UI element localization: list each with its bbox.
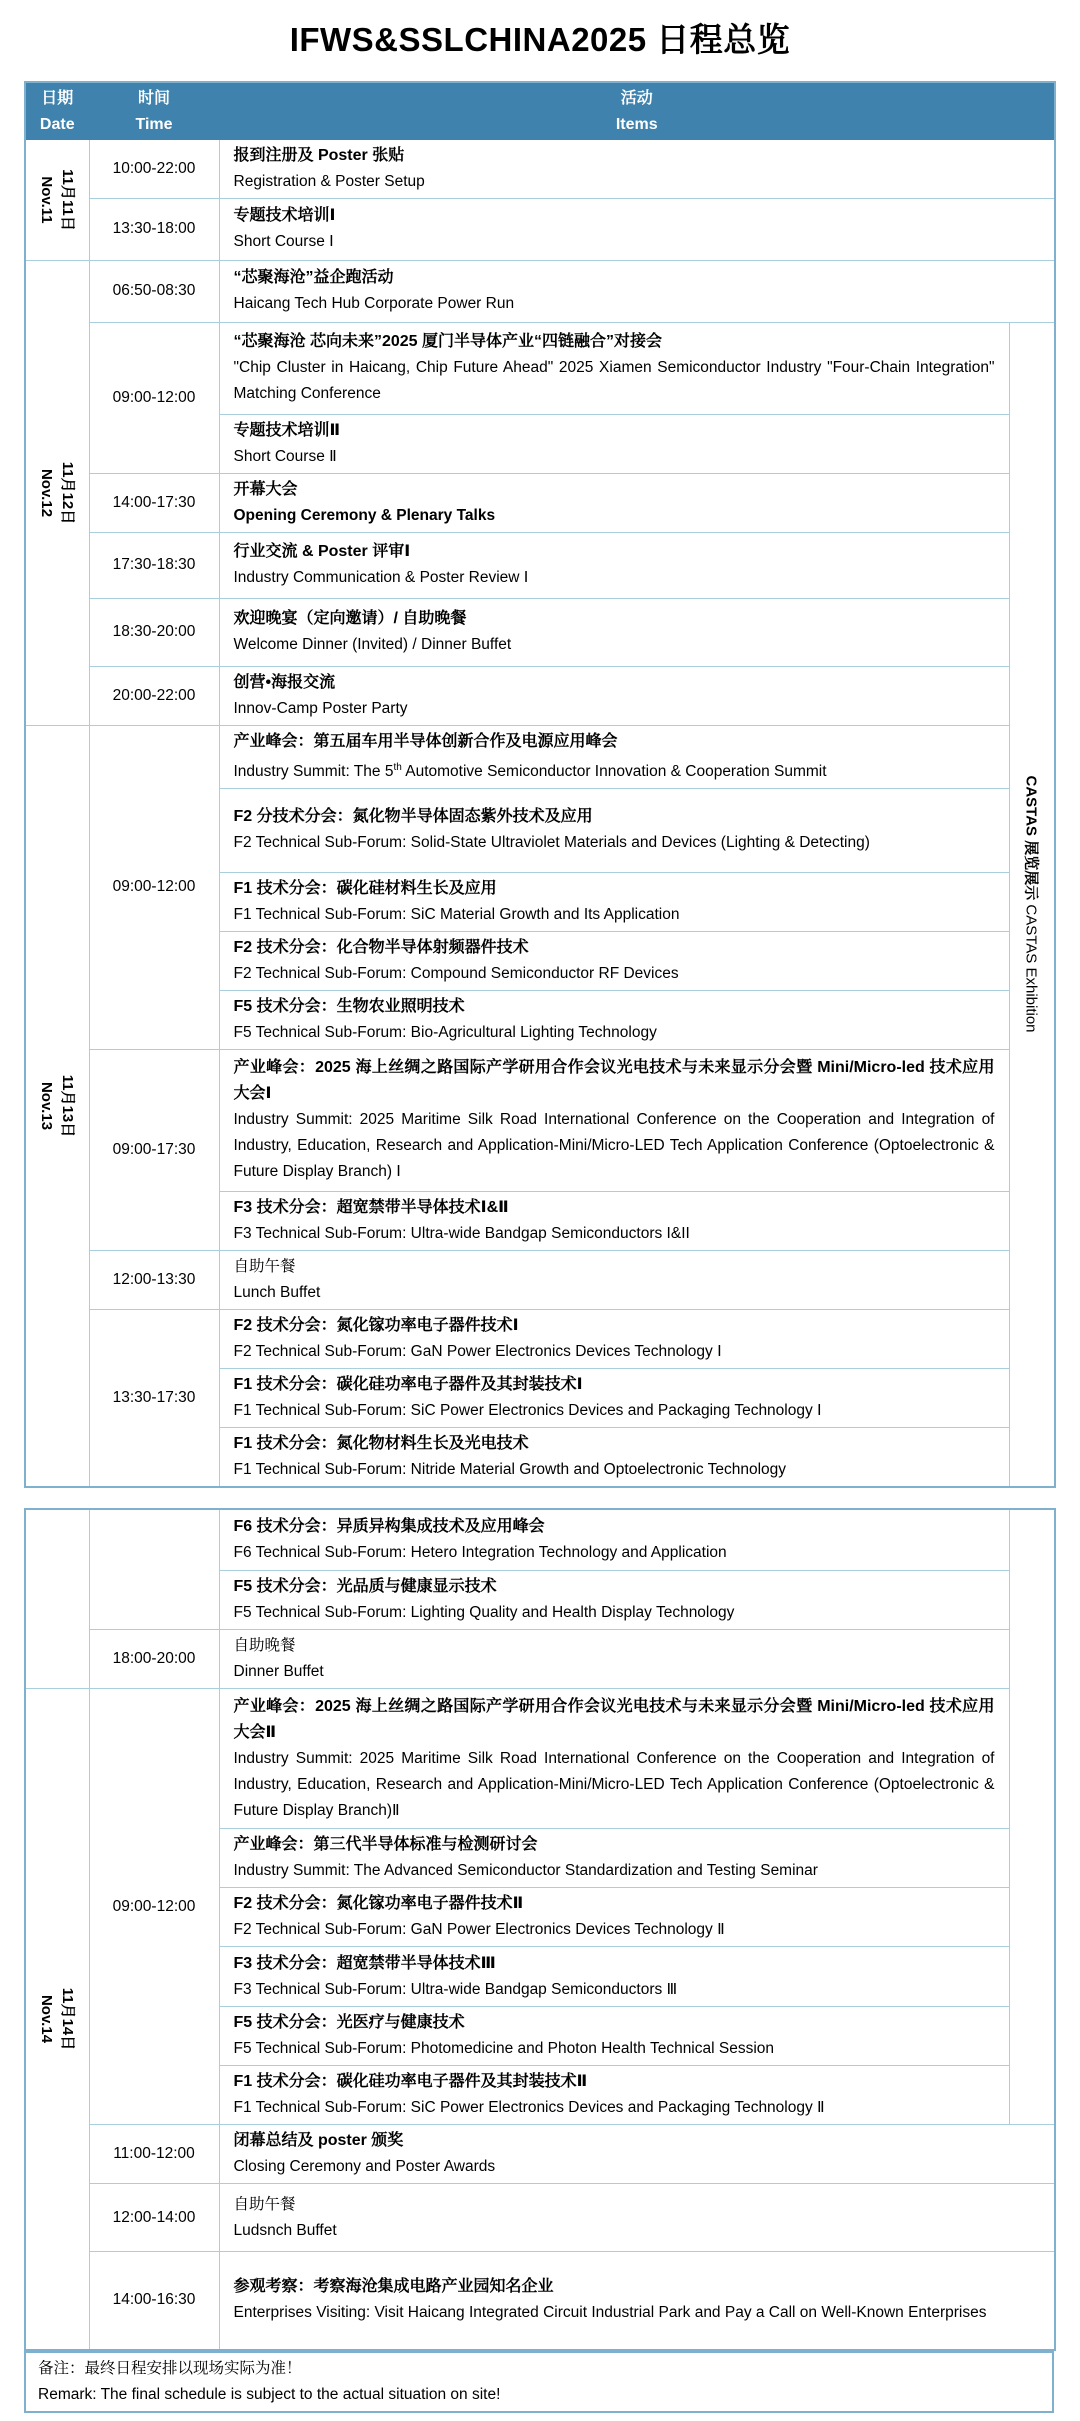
item-subtitle-en: Innov-Camp Poster Party: [233, 699, 408, 717]
item-subtitle-en: Industry Summit: The 5th Automotive Semiconductor Innovation & Cooperation Summit: [233, 761, 827, 780]
item-title-cn: F3 技术分会：超宽禁带半导体技术Ⅲ: [233, 1954, 496, 1972]
exhibition-label-cn: CASTAS 展览展示: [1022, 775, 1040, 901]
item-title-cn: F2 分技术分会：氮化物半导体固态紫外技术及应用: [233, 808, 593, 826]
item-subtitle-en: "Chip Cluster in Haicang, Chip Future Ahead" 2025 Xiamen Semiconductor Industry "Four-Chain Integration" Matching Conference: [233, 359, 995, 402]
exhibition-sidebar-cell: [1009, 322, 1055, 1487]
item-cell: [219, 198, 1055, 260]
item-cell: [219, 2007, 1009, 2066]
item-subtitle-en: F5 Technical Sub-Forum: Photomedicine and Photon Health Technical Session: [233, 2040, 775, 2058]
header-cell-date: [25, 82, 89, 139]
schedule-table-part1: [24, 81, 1056, 1488]
time-cell: 14:00-16:30: [89, 2252, 219, 2350]
item-cell: [219, 532, 1009, 598]
item-title-cn: 自助午餐: [233, 2195, 296, 2213]
item-subtitle-en: F1 Technical Sub-Forum: SiC Material Growth and Its Application: [233, 905, 680, 923]
date-label-nov13: 11月13日 Nov.13: [38, 1074, 77, 1137]
item-title-cn: 产业峰会：第五届车用半导体创新合作及电源应用峰会: [233, 732, 618, 750]
table-row: [25, 139, 1055, 198]
item-cell: [219, 598, 1009, 666]
item-subtitle-en: F5 Technical Sub-Forum: Lighting Quality and Health Display Technology: [233, 1604, 735, 1622]
item-subtitle-en: Industry Summit: The Advanced Semiconductor Standardization and Testing Seminar: [233, 1862, 818, 1880]
item-title-cn: 产业峰会：2025 海上丝绸之路国际产学研用合作会议光电技术与未来显示分会暨 Mini/Micro-led 技术应用大会Ⅱ: [233, 1697, 995, 1741]
time-cell: 09:00-12:00: [89, 725, 219, 1049]
item-cell: [219, 1689, 1009, 1829]
item-cell: [219, 2066, 1009, 2125]
item-title-cn: F5 技术分会：光品质与健康显示技术: [233, 1578, 497, 1596]
table-row: [25, 1309, 1055, 1368]
item-title-cn: “芯聚海沧 芯向未来”2025 厦门半导体产业“四链融合”对接会: [233, 333, 662, 350]
date-label-nov14: 11月14日 Nov.14: [38, 1987, 77, 2051]
table-row: [25, 532, 1055, 598]
header-items-cn: 活动: [620, 89, 653, 107]
item-title-cn: 自助晚餐: [233, 1637, 296, 1655]
remark-en: Remark: The final schedule is subject to the actual situation on site!: [38, 2385, 501, 2403]
item-cell: [219, 788, 1009, 872]
table-row: [25, 2252, 1055, 2350]
item-cell: [219, 666, 1009, 725]
item-title-cn: 欢迎晚宴（定向邀请）/ 自助晚餐: [233, 610, 467, 627]
item-cell: [219, 990, 1009, 1049]
time-cell: 10:00-22:00: [89, 139, 219, 198]
item-subtitle-en: F2 Technical Sub-Forum: Compound Semiconductor RF Devices: [233, 964, 679, 982]
item-subtitle-en: F1 Technical Sub-Forum: Nitride Material Growth and Optoelectronic Technology: [233, 1460, 787, 1478]
item-title-cn: “芯聚海沧”益企跑活动: [233, 269, 394, 286]
item-cell: [219, 931, 1009, 990]
table-row: [25, 598, 1055, 666]
header-time-cn: 时间: [137, 89, 170, 107]
item-subtitle-en: F2 Technical Sub-Forum: GaN Power Electronics Devices Technology Ⅰ: [233, 1342, 722, 1360]
item-cell: [219, 1309, 1009, 1368]
item-title-cn: 报到注册及 Poster 张贴: [233, 146, 405, 164]
item-subtitle-en: Short Course Ⅱ: [233, 447, 337, 465]
table-row: [25, 1689, 1055, 1829]
time-cell: 09:00-12:00: [89, 1689, 219, 2125]
table-row: [25, 725, 1055, 788]
item-subtitle-en: Industry Summit: 2025 Maritime Silk Road International Conference on the Cooperation and Integration of Industry, Education, Research and Application-Mini/Micro-LED Tech Application Conference (Optoelectronic & Future Display Branch)Ⅱ: [233, 1749, 995, 1819]
item-cell: [219, 139, 1055, 198]
exhibition-label-en: CASTAS Exhibition: [1022, 904, 1040, 1033]
remark-box: [24, 2351, 1054, 2413]
table-row: [25, 260, 1055, 322]
item-title-cn: 参观考察：考察海沧集成电路产业园知名企业: [233, 2278, 554, 2296]
item-subtitle-en: Dinner Buffet: [233, 1663, 324, 1681]
date-label-nov11: 11月11日 Nov.11: [38, 168, 77, 231]
item-subtitle-en: Haicang Tech Hub Corporate Power Run: [233, 295, 515, 312]
item-cell: [219, 1630, 1009, 1689]
time-cell: 18:30-20:00: [89, 598, 219, 666]
item-subtitle-en: Opening Ceremony & Plenary Talks: [233, 506, 496, 524]
table-row: [25, 322, 1055, 414]
item-title-cn: 专题技术培训Ⅱ: [233, 421, 341, 439]
item-title-cn: F1 技术分会：氮化物材料生长及光电技术: [233, 1434, 529, 1452]
exhibition-sidebar-cell-empty: [1009, 1509, 1055, 2125]
item-title-cn: F1 技术分会：碳化硅材料生长及应用: [233, 879, 497, 897]
table-row: [25, 1049, 1055, 1191]
table-row: [25, 1630, 1055, 1689]
table-row: [25, 1509, 1055, 1571]
item-cell: [219, 1888, 1009, 1947]
item-subtitle-en: Welcome Dinner (Invited) / Dinner Buffet: [233, 636, 512, 653]
item-title-cn: 闭幕总结及 poster 颁奖: [233, 2132, 404, 2150]
item-title-cn: F2 技术分会：氮化镓功率电子器件技术Ⅱ: [233, 1895, 524, 1913]
item-title-cn: 行业交流 & Poster 评审Ⅰ: [233, 543, 411, 560]
item-title-cn: F1 技术分会：碳化硅功率电子器件及其封装技术Ⅰ: [233, 1375, 583, 1393]
item-subtitle-en: Industry Communication & Poster Review Ⅰ: [233, 569, 529, 586]
table-row: [25, 473, 1055, 532]
item-title-cn: F1 技术分会：碳化硅功率电子器件及其封装技术Ⅱ: [233, 2073, 588, 2091]
item-cell: [219, 1049, 1009, 1191]
table-row: [25, 2125, 1055, 2184]
item-subtitle-en: Industry Summit: 2025 Maritime Silk Road International Conference on the Cooperation and Integration of Industry, Education, Research and Application-Mini/Micro-LED Tech Application Conference (Optoelectronic & Future Display Branch) Ⅰ: [233, 1111, 995, 1181]
time-cell: 11:00-12:00: [89, 2125, 219, 2184]
item-title-cn: 产业峰会：2025 海上丝绸之路国际产学研用合作会议光电技术与未来显示分会暨 Mini/Micro-led 技术应用大会Ⅰ: [233, 1059, 995, 1103]
item-cell: [219, 322, 1009, 414]
header-date-en: Date: [39, 115, 75, 133]
item-subtitle-en: F2 Technical Sub-Forum: Solid-State Ultraviolet Materials and Devices (Lighting & Detecting): [233, 834, 870, 852]
time-cell: 13:30-18:00: [89, 198, 219, 260]
time-cell: 12:00-13:30: [89, 1250, 219, 1309]
time-cell: 12:00-14:00: [89, 2184, 219, 2252]
item-subtitle-en: Closing Ceremony and Poster Awards: [233, 2158, 496, 2176]
header-cell-items: [219, 82, 1055, 139]
date-cell-nov13: [25, 725, 89, 1487]
item-subtitle-en: F1 Technical Sub-Forum: SiC Power Electronics Devices and Packaging Technology Ⅱ: [233, 2099, 825, 2117]
item-subtitle-en: Ludsnch Buffet: [233, 2221, 337, 2239]
time-cell: 09:00-17:30: [89, 1049, 219, 1250]
item-subtitle-en: Lunch Buffet: [233, 1283, 321, 1301]
date-cell-empty: [25, 1509, 89, 1689]
item-title-cn: 创营•海报交流: [233, 673, 336, 691]
item-title-cn: F3 技术分会：超宽禁带半导体技术Ⅰ&Ⅱ: [233, 1198, 509, 1216]
time-cell: 17:30-18:30: [89, 532, 219, 598]
item-cell: [219, 1250, 1009, 1309]
item-cell: [219, 2252, 1055, 2350]
schedule-table-part2: [24, 1508, 1056, 2351]
item-cell: [219, 1427, 1009, 1487]
remark-cn: 备注：最终日程安排以现场实际为准！: [38, 2359, 302, 2377]
page-title: IFWS&SSLCHINA2025 日程总览: [289, 21, 791, 58]
item-title-cn: F2 技术分会：化合物半导体射频器件技术: [233, 938, 529, 956]
item-title-cn: F5 技术分会：光医疗与健康技术: [233, 2014, 465, 2032]
item-subtitle-en: Short Course Ⅰ: [233, 233, 334, 250]
date-cell-nov14: [25, 1689, 89, 2350]
date-cell-nov11: [25, 139, 89, 260]
item-title-cn: 开幕大会: [233, 480, 298, 498]
item-title-cn: 专题技术培训Ⅰ: [233, 207, 336, 224]
item-subtitle-en: F6 Technical Sub-Forum: Hetero Integration Technology and Application: [233, 1543, 727, 1561]
superscript-th: th: [393, 761, 402, 773]
item-cell: [219, 872, 1009, 931]
item-subtitle-en: F2 Technical Sub-Forum: GaN Power Electronics Devices Technology Ⅱ: [233, 1921, 725, 1939]
item-subtitle-en: Enterprises Visiting: Visit Haicang Integrated Circuit Industrial Park and Pay a Call on Well-Known Enterprises: [233, 2304, 987, 2322]
header-items-en: Items: [615, 115, 658, 133]
header-time-en: Time: [135, 115, 173, 133]
item-title-cn: F6 技术分会：异质异构集成技术及应用峰会: [233, 1517, 545, 1535]
exhibition-label: [1021, 776, 1042, 1033]
header-date-cn: 日期: [41, 89, 74, 107]
item-cell: [219, 414, 1009, 473]
table-row: [25, 198, 1055, 260]
item-title-cn: F5 技术分会：生物农业照明技术: [233, 997, 465, 1015]
table-row: [25, 1250, 1055, 1309]
header-cell-time: [89, 82, 219, 139]
item-cell: [219, 1947, 1009, 2007]
item-cell: [219, 473, 1009, 532]
item-cell: [219, 260, 1055, 322]
date-cell-nov12: [25, 260, 89, 725]
item-subtitle-en: F3 Technical Sub-Forum: Ultra-wide Bandgap Semiconductors Ⅲ: [233, 1980, 678, 1998]
time-cell: 20:00-22:00: [89, 666, 219, 725]
item-cell: [219, 2184, 1055, 2252]
time-cell: 13:30-17:30: [89, 1309, 219, 1487]
item-title-cn: 自助午餐: [233, 1257, 296, 1275]
item-cell: [219, 1829, 1009, 1888]
item-subtitle-en: F1 Technical Sub-Forum: SiC Power Electronics Devices and Packaging Technology Ⅰ: [233, 1401, 822, 1419]
table-row: [25, 2184, 1055, 2252]
item-cell: [219, 1509, 1009, 1571]
time-cell: 09:00-12:00: [89, 322, 219, 473]
item-title-cn: 产业峰会：第三代半导体标准与检测研讨会: [233, 1836, 538, 1854]
table-header-row: [25, 82, 1055, 139]
time-cell: 06:50-08:30: [89, 260, 219, 322]
item-subtitle-en: F5 Technical Sub-Forum: Bio-Agricultural Lighting Technology: [233, 1023, 657, 1041]
item-cell: [219, 1191, 1009, 1250]
item-cell: [219, 2125, 1055, 2184]
item-title-cn: F2 技术分会：氮化镓功率电子器件技术Ⅰ: [233, 1316, 519, 1334]
item-cell: [219, 1571, 1009, 1630]
table-split-gap: [0, 1488, 1080, 1508]
table-row: [25, 666, 1055, 725]
item-cell: [219, 725, 1009, 788]
item-cell: [219, 1368, 1009, 1427]
item-subtitle-en: Registration & Poster Setup: [233, 172, 425, 190]
time-cell: 18:00-20:00: [89, 1630, 219, 1689]
time-cell-empty: [89, 1509, 219, 1630]
item-subtitle-en: F3 Technical Sub-Forum: Ultra-wide Bandgap Semiconductors I&II: [233, 1224, 690, 1242]
date-label-nov12: 11月12日 Nov.12: [38, 461, 77, 524]
time-cell: 14:00-17:30: [89, 473, 219, 532]
